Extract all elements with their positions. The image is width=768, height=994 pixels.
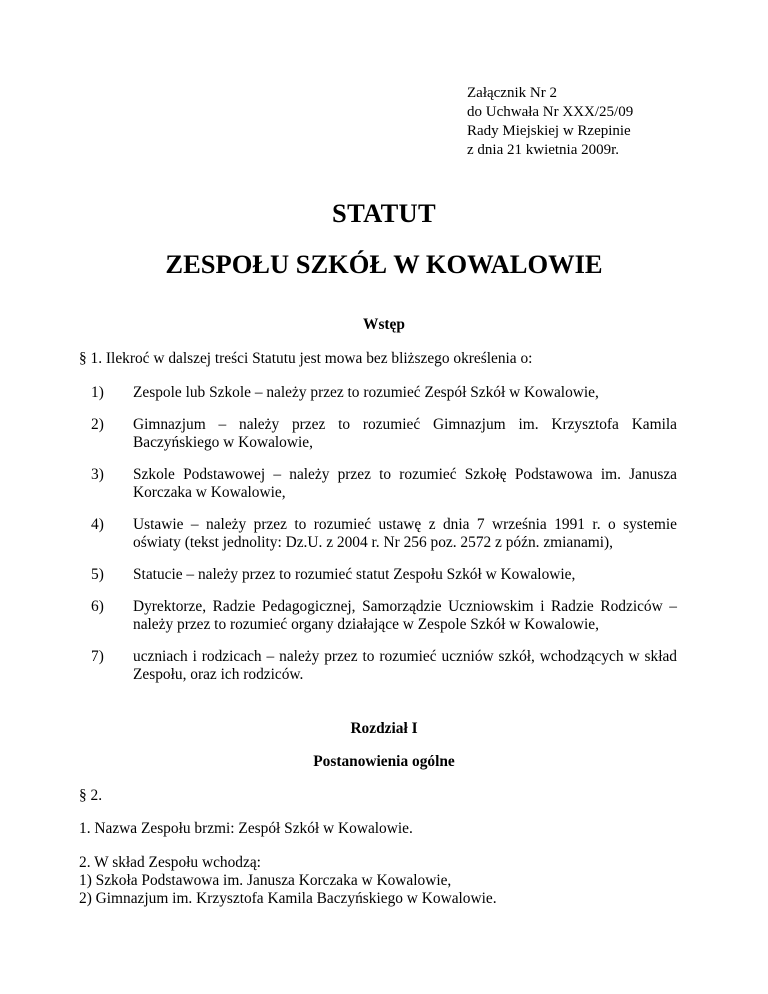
list-item-number: 1) (91, 384, 104, 401)
list-item-number: 7) (91, 648, 104, 665)
attachment-line: z dnia 21 kwietnia 2009r. (467, 142, 620, 158)
list-item (79, 648, 677, 684)
document-subtitle: ZESPOŁU SZKÓŁ W KOWALOWIE (165, 249, 603, 279)
document-title: STATUT (332, 198, 436, 228)
point-2-line: 2. W skład Zespołu wchodzą: (79, 854, 261, 871)
chapter-subheading: Postanowienia ogólne (313, 753, 455, 770)
paragraph-mark: § 2. (79, 787, 103, 804)
paragraph-point-2 (79, 854, 497, 908)
list-item-text: uczniach i rodzicach – należy przez to rozumieć uczniów szkół, wchodzących w skład Zespołu, oraz ich rodziców. (133, 648, 677, 683)
list-item-text: Szkole Podstawowej – należy przez to rozumieć Szkołę Podstawowa im. Janusza Korczaka w Kowalowie, (133, 466, 677, 501)
list-item (79, 466, 677, 502)
list-item-number: 5) (91, 566, 104, 583)
attachment-line: Załącznik Nr 2 (467, 85, 557, 101)
list-item-number: 3) (91, 466, 104, 483)
list-item-number: 2) (91, 416, 104, 433)
list-item-text: Dyrektorze, Radzie Pedagogicznej, Samorządzie Uczniowskim i Radzie Rodziców – należy przez to rozumieć organy działające w Zespole Szkół w Kowalowie, (133, 598, 677, 633)
paragraph-1: § 1. Ilekroć w dalszej treści Statutu jest mowa bez bliższego określenia o: (79, 350, 533, 367)
attachment-line: Rady Miejskiej w Rzepinie (467, 123, 631, 139)
point-2-line: 1) Szkoła Podstawowa im. Janusza Korczaka w Kowalowie, (79, 872, 452, 889)
list-item (79, 384, 677, 402)
attachment-note (467, 84, 633, 160)
list-item (79, 566, 677, 584)
list-item (79, 516, 677, 552)
list-item-number: 4) (91, 516, 104, 533)
list-item-number: 6) (91, 598, 104, 615)
section-heading-intro: Wstęp (363, 316, 405, 333)
paragraph-point-1: 1. Nazwa Zespołu brzmi: Zespół Szkół w Kowalowie. (79, 820, 413, 837)
list-item-text: Zespole lub Szkole – należy przez to rozumieć Zespół Szkół w Kowalowie, (133, 384, 599, 401)
chapter-heading: Rozdział I (350, 720, 418, 737)
definitions-list (79, 384, 677, 698)
point-2-line: 2) Gimnazjum im. Krzysztofa Kamila Baczyńskiego w Kowalowie. (79, 890, 497, 907)
list-item-text: Ustawie – należy przez to rozumieć ustawę z dnia 7 września 1991 r. o systemie oświaty (tekst jednolity: Dz.U. z 2004 r. Nr 256 poz. 2572 z późn. zmianami), (133, 516, 677, 551)
attachment-line: do Uchwała Nr XXX/25/09 (467, 104, 634, 120)
list-item (79, 598, 677, 634)
list-item (79, 416, 677, 452)
list-item-text: Gimnazjum – należy przez to rozumieć Gimnazjum im. Krzysztofa Kamila Baczyńskiego w Kowalowie, (133, 416, 677, 451)
list-item-text: Statucie – należy przez to rozumieć statut Zespołu Szkół w Kowalowie, (133, 566, 576, 583)
